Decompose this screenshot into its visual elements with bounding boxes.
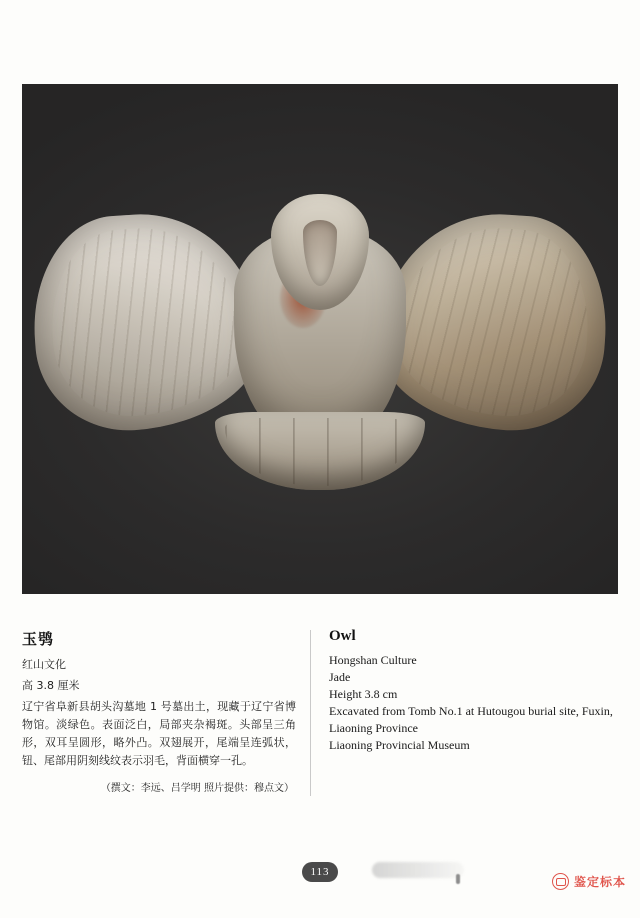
watermark — [552, 873, 626, 890]
caption-en-museum: Liaoning Provincial Museum — [329, 738, 470, 752]
page-number-badge: 113 — [302, 862, 338, 882]
owl-left-wing — [27, 206, 266, 436]
owl-left-wing-incisions — [46, 222, 248, 422]
caption-cn-dimension: 高 3.8 厘米 — [22, 679, 80, 692]
caption-en-provenance-line1: Excavated from Tomb No.1 at Hutougou burial site, Fuxin, — [329, 704, 613, 718]
photo-plate — [22, 84, 618, 594]
photo-background — [22, 84, 618, 594]
caption-en-provenance-line2: Liaoning Province — [329, 721, 418, 735]
owl-right-wing — [374, 206, 613, 436]
watermark-text: 鉴定标本 — [573, 875, 626, 889]
caption-cn-culture: 红山文化 — [22, 658, 66, 671]
caption-block — [22, 628, 618, 798]
jade-owl-figure — [22, 194, 618, 484]
seal-icon — [552, 873, 569, 890]
caption-en-culture: Hongshan Culture — [329, 653, 417, 667]
owl-tail-incisions — [225, 418, 415, 486]
caption-en-height: Height 3.8 cm — [329, 687, 398, 701]
caption-cn-description: 辽宁省阜新县胡头沟墓地 1 号墓出土，现藏于辽宁省博物馆。淡绿色。表面泛白，局部夹杂褐斑。头部呈三角形，双耳呈圆形，略外凸。双翅展开，尾端呈连弧状，钮、尾部用阴刻线纹表示羽毛，背面横穿一孔。 — [22, 700, 296, 767]
caption-en-title: Owl — [329, 628, 356, 644]
footer-smudge — [372, 862, 464, 878]
caption-english-column — [311, 628, 616, 798]
caption-en-material: Jade — [329, 670, 351, 684]
caption-cn-credit: （撰文：李远、吕学明 照片提供：穆点文） — [100, 783, 294, 794]
caption-chinese-column — [22, 628, 310, 798]
footer-mark — [456, 874, 460, 884]
owl-right-wing-incisions — [393, 222, 595, 422]
caption-cn-title: 玉鸮 — [22, 630, 55, 648]
owl-tail — [215, 412, 425, 490]
